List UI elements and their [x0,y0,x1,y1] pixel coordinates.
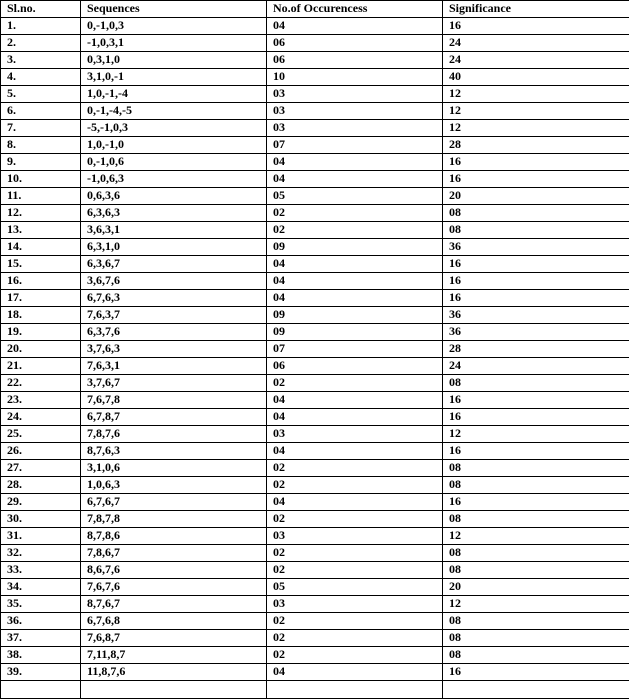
cell-slno: 30. [1,511,81,528]
cell-significance: 08 [443,460,629,477]
cell-significance: 16 [443,290,629,307]
cell-sequence: 6,7,6,7 [81,494,267,511]
table-row [1,511,629,528]
cell-slno: 14. [1,239,81,256]
cell-sequence: 8,7,8,6 [81,528,267,545]
table-empty-row [1,681,629,699]
cell-sequence: 8,7,6,3 [81,443,267,460]
cell-slno: 5. [1,86,81,103]
cell-sequence: 1,0,6,3 [81,477,267,494]
cell-sequence: 0,-1,-4,-5 [81,103,267,120]
cell-significance: 16 [443,154,629,171]
cell-significance: 08 [443,613,629,630]
header-sequences: Sequences [81,1,267,18]
cell-sequence: 0,6,3,6 [81,188,267,205]
cell-occurrences: 06 [267,35,443,52]
cell-occurrences: 04 [267,273,443,290]
cell-sequence: 7,8,7,8 [81,511,267,528]
cell-sequence: 7,6,7,6 [81,579,267,596]
cell-slno: 7. [1,120,81,137]
cell-occurrences: 05 [267,188,443,205]
table-row [1,562,629,579]
cell-significance: 12 [443,120,629,137]
table-row [1,188,629,205]
cell-significance: 24 [443,358,629,375]
cell-slno: 39. [1,664,81,681]
cell-occurrences: 03 [267,86,443,103]
cell-occurrences: 04 [267,409,443,426]
cell-sequence: 3,1,0,-1 [81,69,267,86]
cell-significance: 08 [443,205,629,222]
cell-sequence: 1,0,-1,0 [81,137,267,154]
table-row [1,579,629,596]
cell-sequence: 3,6,3,1 [81,222,267,239]
cell-slno: 17. [1,290,81,307]
table-row [1,120,629,137]
cell-occurrences: 02 [267,205,443,222]
cell-sequence: 8,7,6,7 [81,596,267,613]
cell-significance: 08 [443,647,629,664]
cell-occurrences: 02 [267,477,443,494]
cell-significance: 12 [443,528,629,545]
cell-occurrences: 09 [267,324,443,341]
cell-occurrences: 04 [267,443,443,460]
cell-occurrences: 04 [267,290,443,307]
cell-occurrences: 06 [267,52,443,69]
cell-sequence: 3,7,6,7 [81,375,267,392]
cell-significance: 12 [443,426,629,443]
cell-slno: 2. [1,35,81,52]
table-row [1,443,629,460]
cell-slno: 4. [1,69,81,86]
table-row [1,477,629,494]
cell-sequence: 11,8,7,6 [81,664,267,681]
table-row [1,137,629,154]
cell-significance: 36 [443,239,629,256]
cell-sequence: 3,1,0,6 [81,460,267,477]
cell-slno: 10. [1,171,81,188]
table-row [1,86,629,103]
cell-significance: 16 [443,443,629,460]
cell-significance: 24 [443,35,629,52]
cell-occurrences: 05 [267,579,443,596]
table-row [1,392,629,409]
cell-significance: 20 [443,188,629,205]
cell-occurrences: 03 [267,596,443,613]
cell-significance: 08 [443,562,629,579]
cell-occurrences: 04 [267,154,443,171]
table-row [1,290,629,307]
table-row [1,460,629,477]
table-row [1,222,629,239]
cell-empty [443,681,629,699]
cell-sequence: 0,3,1,0 [81,52,267,69]
cell-empty [81,681,267,699]
cell-occurrences: 09 [267,307,443,324]
cell-sequence: 3,6,7,6 [81,273,267,290]
cell-slno: 1. [1,18,81,35]
cell-significance: 12 [443,86,629,103]
cell-occurrences: 03 [267,528,443,545]
cell-significance: 36 [443,307,629,324]
cell-slno: 12. [1,205,81,222]
table-row [1,52,629,69]
header-occurrences: No.of Occurencess [267,1,443,18]
cell-significance: 16 [443,409,629,426]
table-row [1,596,629,613]
table-row [1,69,629,86]
cell-significance: 12 [443,103,629,120]
cell-significance: 08 [443,477,629,494]
cell-significance: 08 [443,375,629,392]
cell-significance: 12 [443,596,629,613]
table-row [1,205,629,222]
table-row [1,375,629,392]
cell-slno: 22. [1,375,81,392]
cell-slno: 6. [1,103,81,120]
table-row [1,630,629,647]
cell-significance: 16 [443,392,629,409]
cell-occurrences: 04 [267,392,443,409]
cell-occurrences: 02 [267,613,443,630]
cell-slno: 32. [1,545,81,562]
cell-occurrences: 04 [267,664,443,681]
table-row [1,18,629,35]
cell-sequence: 6,7,8,7 [81,409,267,426]
cell-sequence: 8,6,7,6 [81,562,267,579]
cell-occurrences: 07 [267,341,443,358]
cell-slno: 21. [1,358,81,375]
cell-sequence: 7,11,8,7 [81,647,267,664]
cell-occurrences: 02 [267,630,443,647]
cell-sequence: -1,0,3,1 [81,35,267,52]
table-row [1,664,629,681]
cell-sequence: 7,6,7,8 [81,392,267,409]
cell-occurrences: 04 [267,494,443,511]
header-significance: Significance [443,1,629,18]
cell-significance: 16 [443,18,629,35]
cell-slno: 27. [1,460,81,477]
table-row [1,171,629,188]
table-row [1,647,629,664]
table-row [1,154,629,171]
cell-sequence: 6,7,6,8 [81,613,267,630]
cell-slno: 16. [1,273,81,290]
cell-slno: 35. [1,596,81,613]
cell-sequence: 7,8,7,6 [81,426,267,443]
cell-sequence: 7,6,3,7 [81,307,267,324]
table-row [1,341,629,358]
cell-slno: 34. [1,579,81,596]
cell-slno: 31. [1,528,81,545]
table-row [1,239,629,256]
cell-significance: 08 [443,630,629,647]
cell-slno: 33. [1,562,81,579]
cell-sequence: 7,6,8,7 [81,630,267,647]
cell-sequence: 6,3,6,7 [81,256,267,273]
table-row [1,545,629,562]
cell-sequence: 3,7,6,3 [81,341,267,358]
cell-slno: 19. [1,324,81,341]
cell-slno: 37. [1,630,81,647]
table-body [1,18,629,681]
cell-significance: 16 [443,171,629,188]
cell-slno: 26. [1,443,81,460]
cell-significance: 20 [443,579,629,596]
table-row [1,324,629,341]
cell-slno: 28. [1,477,81,494]
cell-slno: 24. [1,409,81,426]
cell-significance: 16 [443,256,629,273]
cell-significance: 16 [443,494,629,511]
table-row [1,494,629,511]
cell-sequence: -5,-1,0,3 [81,120,267,137]
cell-occurrences: 06 [267,358,443,375]
cell-slno: 25. [1,426,81,443]
cell-occurrences: 02 [267,375,443,392]
table-row [1,358,629,375]
cell-sequence: 6,3,6,3 [81,205,267,222]
cell-slno: 3. [1,52,81,69]
cell-slno: 11. [1,188,81,205]
table-row [1,528,629,545]
cell-slno: 9. [1,154,81,171]
cell-empty [1,681,81,699]
cell-significance: 16 [443,273,629,290]
cell-slno: 38. [1,647,81,664]
cell-slno: 20. [1,341,81,358]
table-row [1,103,629,120]
cell-occurrences: 02 [267,222,443,239]
cell-slno: 18. [1,307,81,324]
cell-occurrences: 03 [267,426,443,443]
cell-occurrences: 09 [267,239,443,256]
table-header-row [1,1,629,18]
table-row [1,409,629,426]
table-row [1,307,629,324]
table-row [1,35,629,52]
cell-sequence: 0,-1,0,3 [81,18,267,35]
cell-slno: 23. [1,392,81,409]
cell-sequence: -1,0,6,3 [81,171,267,188]
cell-occurrences: 04 [267,256,443,273]
cell-significance: 08 [443,222,629,239]
cell-significance: 08 [443,545,629,562]
cell-sequence: 7,8,6,7 [81,545,267,562]
cell-significance: 08 [443,511,629,528]
cell-significance: 36 [443,324,629,341]
cell-occurrences: 07 [267,137,443,154]
cell-slno: 15. [1,256,81,273]
cell-occurrences: 03 [267,103,443,120]
table-row [1,613,629,630]
cell-occurrences: 04 [267,18,443,35]
cell-sequence: 0,-1,0,6 [81,154,267,171]
cell-sequence: 6,3,1,0 [81,239,267,256]
cell-significance: 28 [443,137,629,154]
cell-occurrences: 03 [267,120,443,137]
cell-sequence: 6,7,6,3 [81,290,267,307]
header-slno: Sl.no. [1,1,81,18]
cell-significance: 24 [443,52,629,69]
cell-slno: 13. [1,222,81,239]
cell-sequence: 7,6,3,1 [81,358,267,375]
cell-sequence: 6,3,7,6 [81,324,267,341]
cell-significance: 40 [443,69,629,86]
cell-occurrences: 02 [267,545,443,562]
cell-slno: 8. [1,137,81,154]
cell-occurrences: 04 [267,171,443,188]
table-row [1,426,629,443]
cell-occurrences: 02 [267,460,443,477]
cell-occurrences: 10 [267,69,443,86]
cell-occurrences: 02 [267,647,443,664]
cell-empty [267,681,443,699]
table-row [1,256,629,273]
cell-slno: 36. [1,613,81,630]
cell-significance: 28 [443,341,629,358]
cell-occurrences: 02 [267,562,443,579]
cell-sequence: 1,0,-1,-4 [81,86,267,103]
cell-occurrences: 02 [267,511,443,528]
cell-slno: 29. [1,494,81,511]
table-row [1,273,629,290]
cell-significance: 16 [443,664,629,681]
